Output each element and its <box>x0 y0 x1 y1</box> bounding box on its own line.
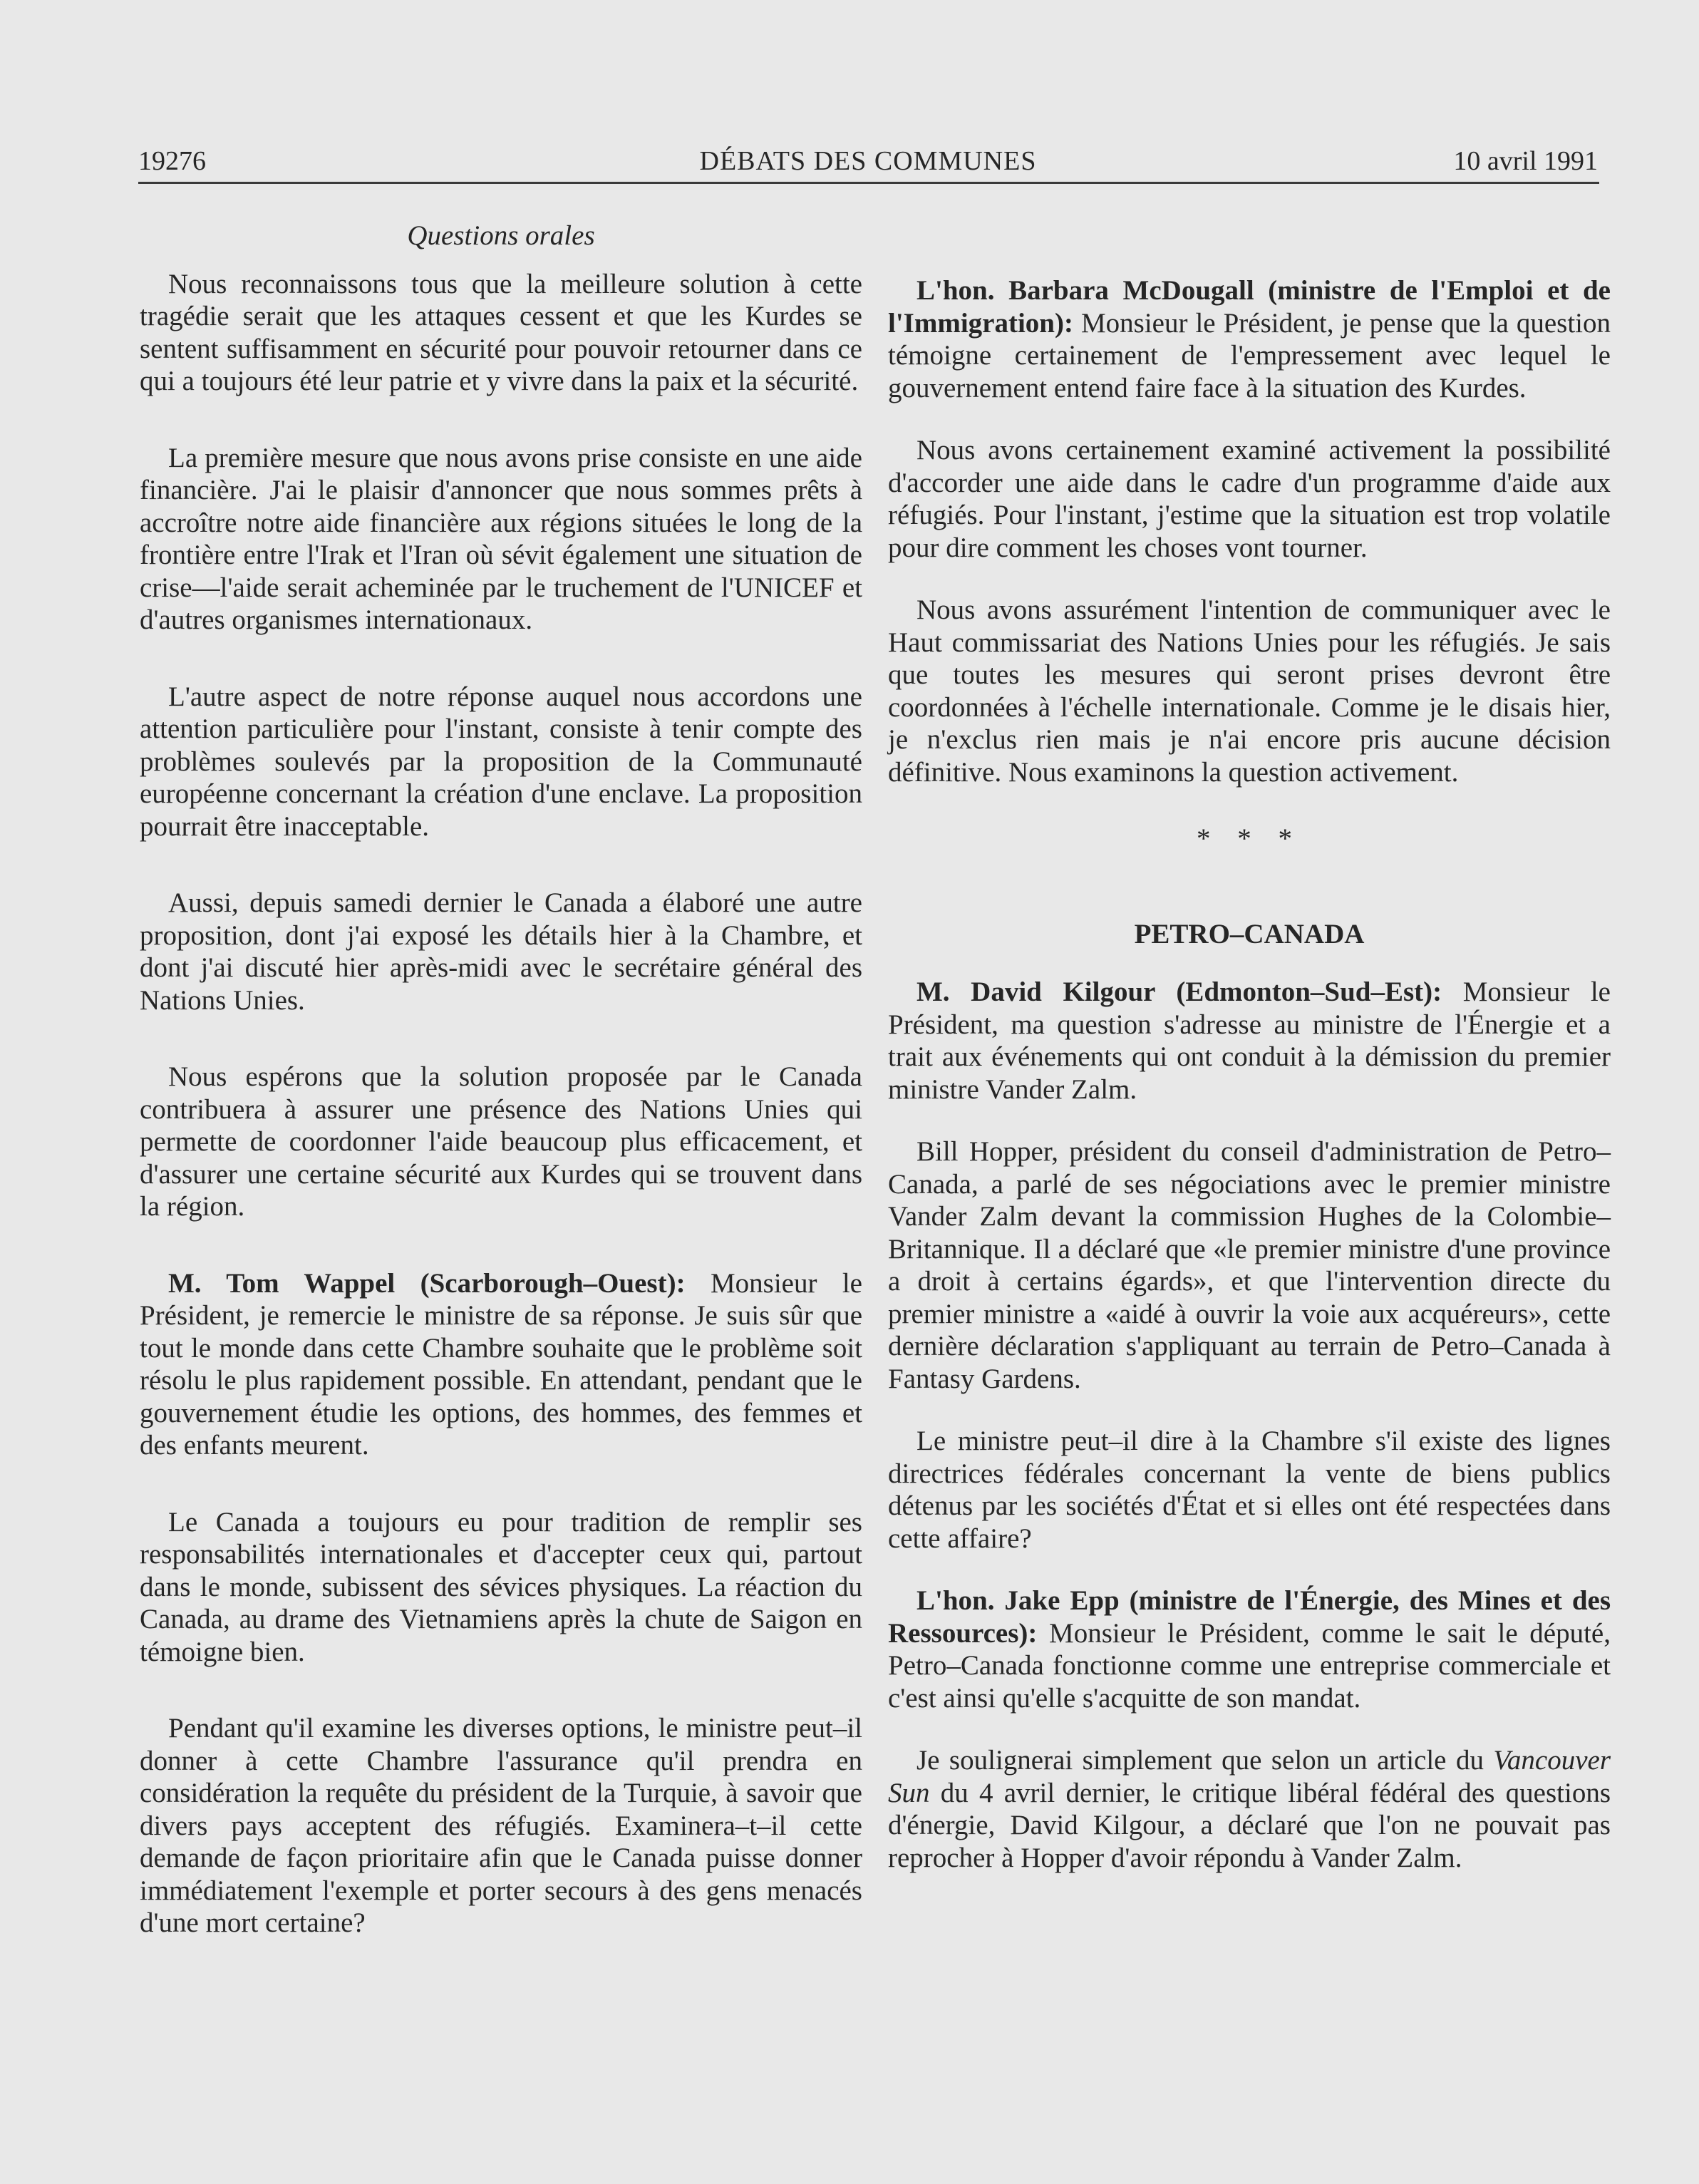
speaker-name: M. Tom Wappel (Scarborough–Ouest): <box>168 1267 686 1299</box>
section-heading: PETRO–CANADA <box>1134 918 1365 949</box>
paragraph: L'autre aspect de notre réponse auquel nous accordons une attention particulière pour l'instant, consiste à tenir compte des problèmes soulevés par la proposition de la Communauté européenne concernant la création d'une enclave. La proposition pourrait être inacceptable. <box>140 681 862 842</box>
speech-text: Je soulignerai simplement que selon un article du <box>916 1745 1494 1776</box>
paragraph <box>888 976 1611 1106</box>
section-label: Questions orales <box>407 220 595 251</box>
left-column <box>140 214 862 1984</box>
speech-text: Monsieur le Président, ma question s'adresse au ministre de l'Énergie et a trait aux événements qui ont conduit à la démission du premier ministre Vander Zalm. <box>888 977 1611 1105</box>
paragraph: Pendant qu'il examine les diverses options, le ministre peut–il donner à cette Chambre l'assurance qu'il prendra en considération la requête du président de la Turquie, à savoir que divers pays acceptent des réfugiés. Examinera–t–il cette demande de façon prioritaire afin que le Canada puisse donner immédiatement l'exemple et porter secours à des gens menacés d'une mort certaine? <box>140 1713 862 1938</box>
paragraph: Le ministre peut–il dire à la Chambre s'il existe des lignes directrices fédérales concernant la vente de biens publics détenus par les sociétés d'État et si elles ont été respectées dans cette affaire? <box>888 1426 1611 1554</box>
speech-text: du 4 avril dernier, le critique libéral fédéral des questions d'énergie, David Kilgour, a déclaré que l'on ne pouvait pas reprocher à Hopper d'avoir répondu à Vander Zalm. <box>888 1777 1611 1873</box>
publication-title: DÉBATS DES COMMUNES <box>699 146 1037 176</box>
paragraph: Nous avons assurément l'intention de communiquer avec le Haut commissariat des Nations Unies pour les réfugiés. Je sais que toutes les mesures qui seront prises devront être coordonnées à l'échelle internationale. Comme je le disais hier, je n'exclus rien mais je n'ai encore pris aucune décision définitive. Nous examinons la question activement. <box>888 594 1611 788</box>
paragraph <box>888 274 1611 404</box>
right-column <box>888 274 1611 1904</box>
speech-text: Monsieur le Président, comme le sait le député, Petro–Canada fonctionne comme une entreprise commerciale et c'est ainsi qu'elle s'acquitte de son mandat. <box>888 1617 1611 1714</box>
paragraph <box>888 1585 1611 1714</box>
paragraph <box>888 1744 1611 1874</box>
paragraph: Nous reconnaissons tous que la meilleure solution à cette tragédie serait que les attaques cessent et que les Kurdes se sentent suffisamment en sécurité pour pouvoir retourner dans ce qui a toujours été leur patrie et y vivre dans la paix et la sécurité. <box>140 268 862 396</box>
speaker-name: L'hon. Jake Epp (ministre de l'Énergie, des Mines et des Ressources): <box>888 1585 1611 1649</box>
page-header <box>138 140 1598 182</box>
section-separator: * * * <box>1197 823 1302 854</box>
paragraph: La première mesure que nous avons prise consiste en une aide financière. J'ai le plaisir d'annoncer que nous sommes prêts à accroître notre aide financière aux régions situées le long de la frontière entre l'Irak et l'Iran où sévit également une situation de crise—l'aide serait acheminée par le truchement de l'UNICEF et d'autres organismes internationaux. <box>140 442 862 635</box>
paragraph: Le Canada a toujours eu pour tradition de remplir ses responsabilités internationales et d'accepter ceux qui, partout dans le monde, subissent des sévices physiques. La réaction du Canada, au drame des Vietnamiens après la chute de Saigon en témoigne bien. <box>140 1506 862 1667</box>
paragraph: Bill Hopper, président du conseil d'administration de Petro–Canada, a parlé de ses négociations avec le premier ministre Vander Zalm devant la commission Hughes de la Colombie–Britannique. Il a déclaré que «le premier ministre d'une province a droit à certains égards», et que l'intervention directe du premier ministre a «aidé à ouvrir la voie aux acquéreurs», cette dernière déclaration s'appliquant au terrain de Petro–Canada à Fantasy Gardens. <box>888 1136 1611 1394</box>
paragraph <box>140 1267 862 1462</box>
speaker-name: M. David Kilgour (Edmonton–Sud–Est): <box>916 977 1442 1007</box>
newspaper-title: Vancouver Sun <box>888 1745 1611 1808</box>
speaker-name: L'hon. Barbara McDougall (ministre de l'Emploi et de l'Immigration): <box>888 275 1611 339</box>
speech-text: Monsieur le Président, je pense que la question témoigne certainement de l'empressement avec lequel le gouvernement entend faire face à la situation des Kurdes. <box>888 307 1611 403</box>
page-number: 19276 <box>138 146 206 176</box>
paragraph: Nous avons certainement examiné activement la possibilité d'accorder une aide dans le cadre d'un programme d'aide aux réfugiés. Pour l'instant, j'estime que la situation est trop volatile pour dire comment les choses vont tourner. <box>888 435 1611 563</box>
header-rule <box>138 182 1599 184</box>
speech-text: Monsieur le Président, je remercie le ministre de sa réponse. Je suis sûr que tout le monde dans cette Chambre souhaite que le problème soit résolu le plus rapidement possible. En attendant, pendant que le gouvernement étudie les options, des hommes, des femmes et des enfants meurent. <box>140 1267 862 1461</box>
paragraph: Nous espérons que la solution proposée par le Canada contribuera à assurer une présence des Nations Unies qui permette de coordonner l'aide beaucoup plus efficacement, et d'assurer une certaine sécurité aux Kurdes qui se trouvent dans la région. <box>140 1061 862 1222</box>
paragraph: Aussi, depuis samedi dernier le Canada a élaboré une autre proposition, dont j'ai exposé les détails hier à la Chambre, et dont j'ai discuté hier après-midi avec le secrétaire général des Nations Unies. <box>140 887 862 1016</box>
publication-date: 10 avril 1991 <box>1453 146 1598 176</box>
